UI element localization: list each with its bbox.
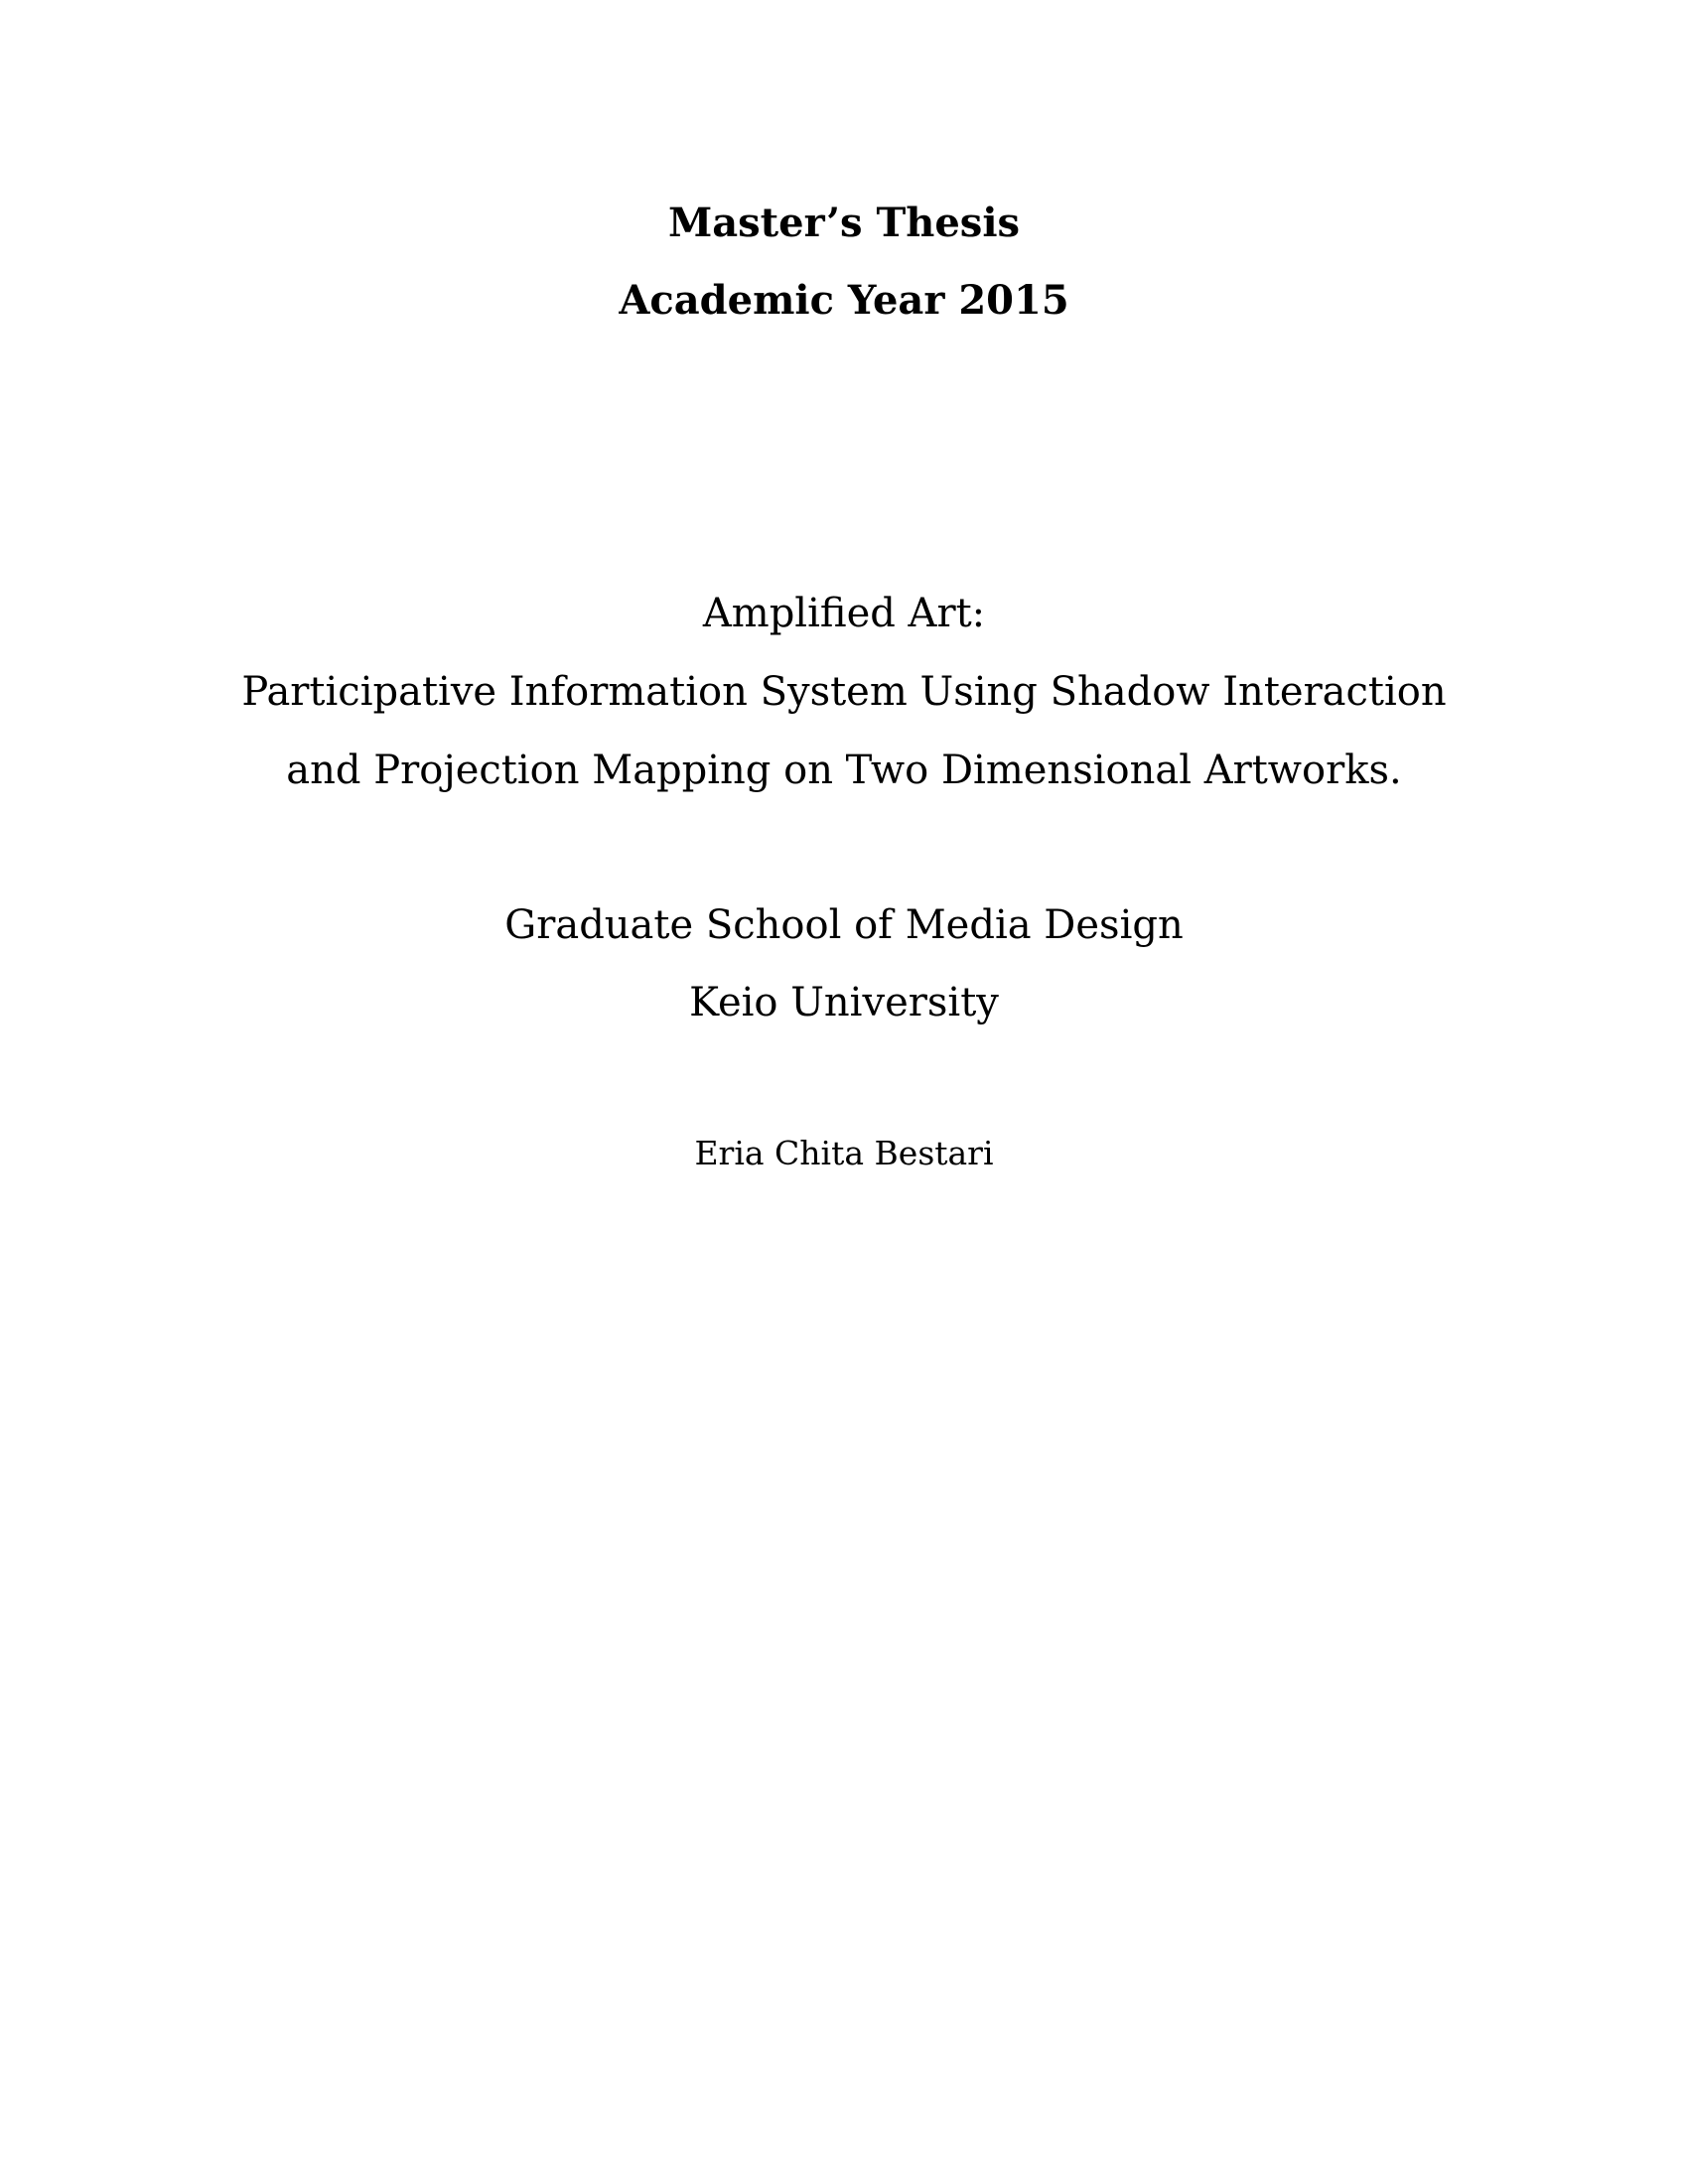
author-name: Eria Chita Bestari [694,1134,994,1172]
graduate-school: Graduate School of Media Design [504,902,1184,948]
thesis-type: Master’s Thesis [667,200,1021,246]
title-line-1: Amplified Art: [702,591,986,636]
university-name: Keio University [689,980,999,1025]
academic-year: Academic Year 2015 [619,277,1069,324]
title-line-3: and Projection Mapping on Two Dimensional Artworks. [286,748,1402,793]
title-line-2: Participative Information System Using Shadow Interaction [241,669,1447,715]
